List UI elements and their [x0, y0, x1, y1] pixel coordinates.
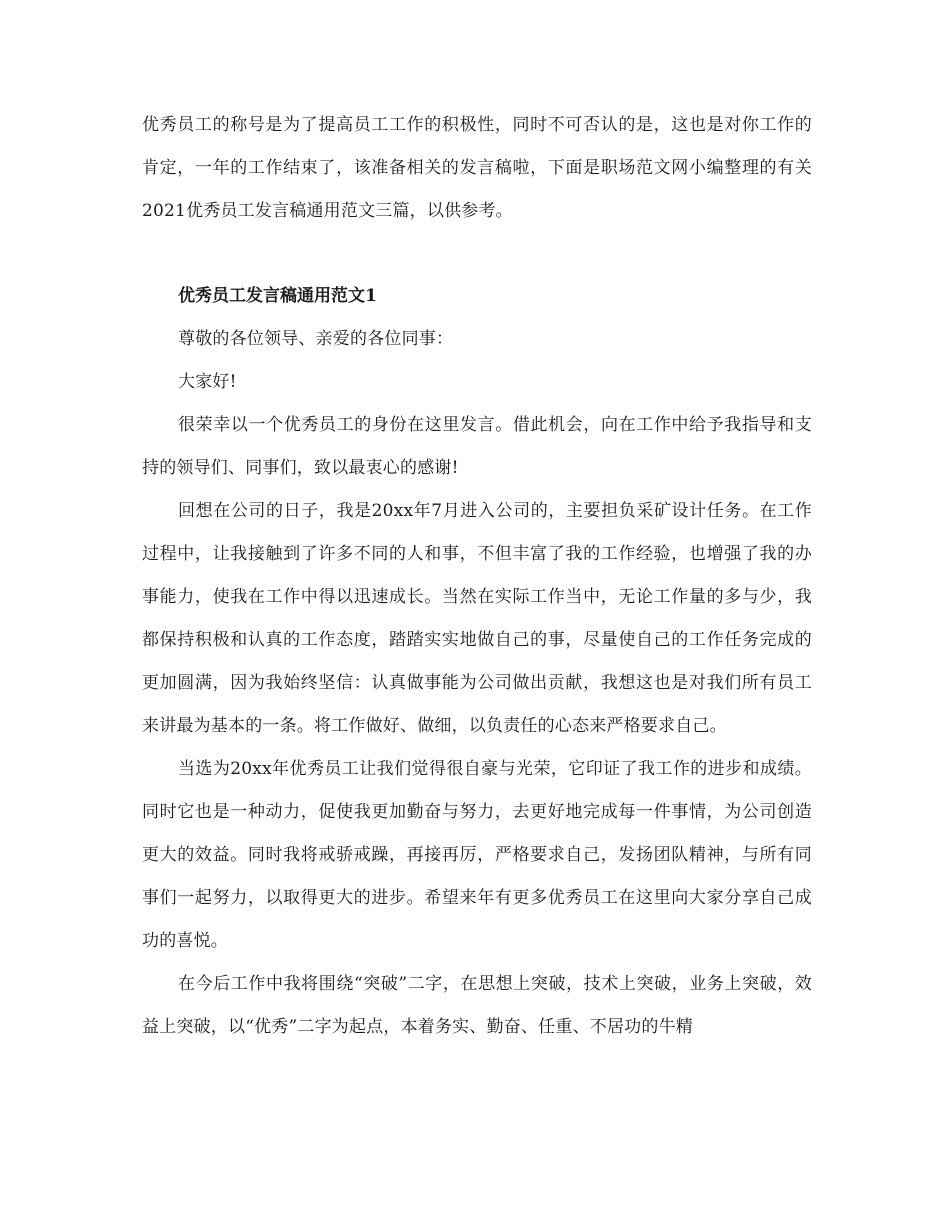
section-title: 优秀员工发言稿通用范文1	[178, 286, 377, 306]
body-paragraph: 很荣幸以一个优秀员工的身份在这里发言。借此机会，向在工作中给予我指导和支持的领导们、同事们，致以最衷心的感谢!	[142, 415, 812, 478]
body-paragraph: 回想在公司的日子，我是20xx年7月进入公司的，主要担负采矿设计任务。在工作过程中，让我接触到了许多不同的人和事，不但丰富了我的工作经验，也增强了我的办事能力，使我在工作中得以迅速成长。当然在实际工作当中，无论工作量的多与少，我都保持积极和认真的工作态度，踏踏实实地做自己的事，尽量使自己的工作任务完成的更加圆满，因为我始终坚信：认真做事能为公司做出贡献，我想这也是对我们所有员工来讲最为基本的一条。将工作做好、做细，以负责任的心态来严格要求自己。	[142, 501, 812, 736]
body-paragraph: 当选为20xx年优秀员工让我们觉得很自豪与光荣，它印证了我工作的进步和成绩。同时它也是一种动力，促使我更加勤奋与努力，去更好地完成每一件事情，为公司创造更大的效益。同时我将戒骄戒躁，再接再厉，严格要求自己，发扬团队精神，与所有同事们一起努力，以取得更大的进步。希望来年有更多优秀员工在这里向大家分享自己成功的喜悦。	[142, 759, 812, 951]
document-body	[142, 104, 812, 1049]
intro-paragraph: 优秀员工的称号是为了提高员工工作的积极性，同时不可否认的是，这也是对你工作的肯定，一年的工作结束了，该准备相关的发言稿啦，下面是职场范文网小编整理的有关2021优秀员工发言稿通用范文三篇，以供参考。	[142, 115, 812, 221]
greeting-line: 尊敬的各位领导、亲爱的各位同事：	[178, 329, 454, 349]
body-paragraph: 在今后工作中我将围绕“突破”二字，在思想上突破，技术上突破，业务上突破，效益上突破，以“优秀”二字为起点，本着务实、勤奋、任重、不居功的牛精	[142, 974, 812, 1037]
hello-line: 大家好!	[178, 372, 237, 392]
